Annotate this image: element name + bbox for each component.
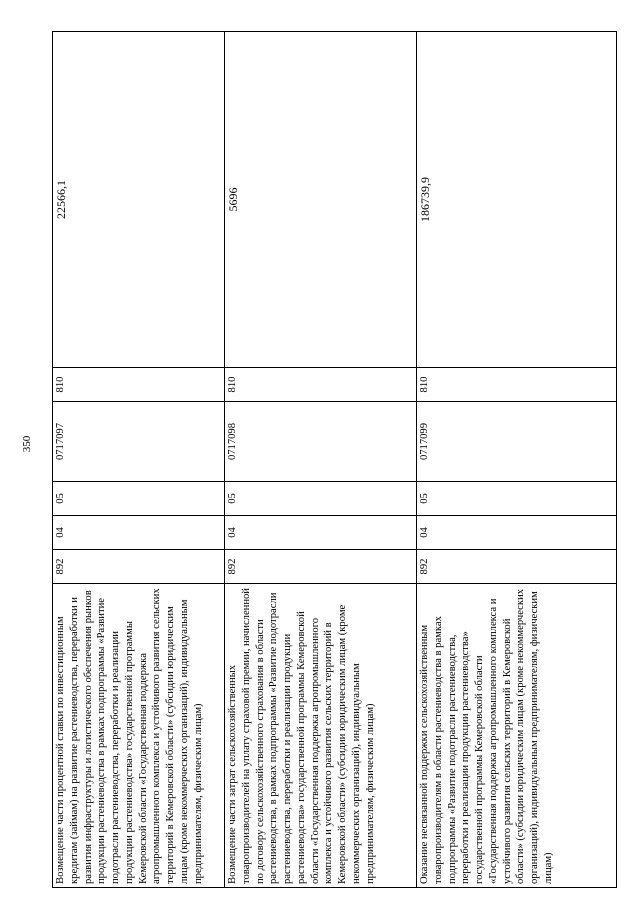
- expense-type-code: 810: [417, 368, 617, 402]
- section-code: 04: [53, 516, 225, 550]
- subsection-code: 05: [225, 482, 417, 516]
- section-code: 04: [417, 516, 617, 550]
- table-row: [225, 32, 417, 888]
- expense-description: Возмещение части затрат сельскохозяйственных товаропроизводителей на уплату страховой премии, начисленной по договору сельскохозяйственного страхования в области растениеводства, в рамках подпрограммы «Развитие подотрасли растениеводства, переработки и реализации продукции растениеводства» государственной программы Кемеровской области «Государственная поддержка агропромышленного комплекса и устойчивого развития сельских территорий в Кемеровской области» (субсидии юридическим лицам (кроме некоммерческих организаций), индивидуальным предпринимателям, физическим лицам): [225, 584, 417, 888]
- target-article-code: 0717098: [225, 402, 417, 482]
- subsection-code: 05: [417, 482, 617, 516]
- ministry-code: 892: [53, 550, 225, 584]
- ministry-code: 892: [225, 550, 417, 584]
- expense-description: Оказание несвязанной поддержки сельскохозяйственным товаропроизводителям в области растениеводства в рамках подпрограммы «Развитие подотрасли растениеводства, переработки и реализации продукции растениеводства» государственной программы Кемеровской области «Государственная поддержка агропромышленного комплекса и устойчивого развития сельских территорий в Кемеровской области» (субсидии юридическим лицам (кроме некоммерческих организаций), индивидуальным предпринимателям, физическим лицам): [417, 584, 617, 888]
- amount: 186739,9: [417, 32, 617, 368]
- expense-type-code: 810: [53, 368, 225, 402]
- budget-table: [52, 31, 617, 888]
- expense-type-code: 810: [225, 368, 417, 402]
- expense-description: Возмещение части процентной ставки по инвестиционным кредитам (займам) на развитие растениеводства, переработки и развития инфраструктуры и логистического обеспечения рынков продукции растениеводства в рамках подпрограммы «Развитие подотрасли растениеводства, переработки и реализации продукции растениеводства» государственной программы Кемеровской области «Государственная поддержка агропромышленного комплекса и устойчивого развития сельских территорий в Кемеровской области» (субсидии юридическим лицам (кроме некоммерческих организаций), индивидуальным предпринимателям, физическим лицам): [53, 584, 225, 888]
- ministry-code: 892: [417, 550, 617, 584]
- target-article-code: 0717097: [53, 402, 225, 482]
- section-code: 04: [225, 516, 417, 550]
- table-row: [417, 32, 617, 888]
- subsection-code: 05: [53, 482, 225, 516]
- table-row: [53, 32, 225, 888]
- target-article-code: 0717099: [417, 402, 617, 482]
- amount: 22566,1: [53, 32, 225, 368]
- rotated-table-container: [52, 32, 616, 888]
- amount: 5696: [225, 32, 417, 368]
- page-number: 350: [21, 435, 33, 453]
